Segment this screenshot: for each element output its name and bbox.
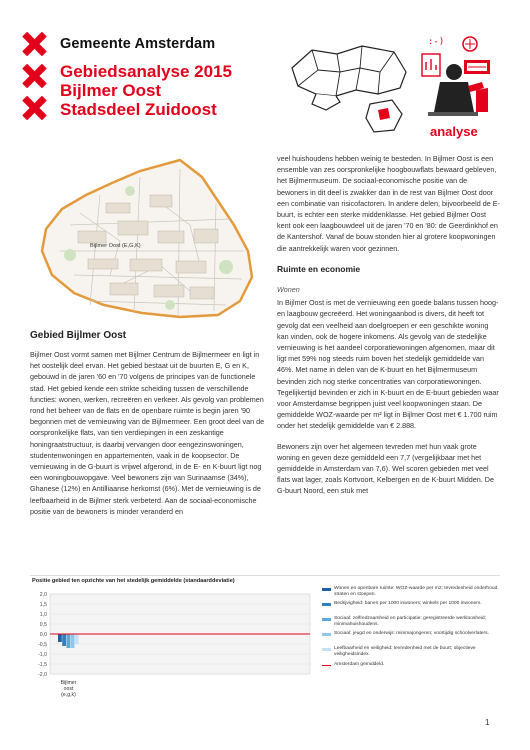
- subsection-heading: Wonen: [277, 285, 300, 295]
- page-number: 1: [485, 718, 490, 727]
- title-line: Stadsdeel Zuidoost: [60, 100, 217, 119]
- area-map-label: Bijlmer Oost (E,G,K): [90, 243, 141, 249]
- category-label: (e,g,k): [61, 692, 76, 698]
- left-column-text: [30, 349, 265, 526]
- title-line: Gebiedsanalyse 2015: [60, 62, 233, 81]
- area-map: [30, 155, 260, 320]
- svg-text::-): :-): [428, 37, 445, 47]
- legend-item: [322, 662, 500, 673]
- chart-title: Positie gebied ten opzichte van het stedelijk gemiddelde (standaarddeviatie): [32, 578, 235, 584]
- city-overview-map: [282, 38, 412, 138]
- body-paragraph: Bewoners zijn over het algemeen tevreden met hun vaak grote woning en geven deze gemiddeld een 7,7 (vergelijkbaar met het gemiddelde in Amsterdam van 7,6). Wel scoren gebieden met veel flats wat lager, zoals Kortvoort, Kelbergen en de K-buurt Midden. De G-buurt Noord, een stuk met: [277, 441, 494, 496]
- organization-name: Gemeente Amsterdam: [60, 36, 216, 52]
- legend-swatch: [322, 633, 331, 636]
- body-paragraph: Bijlmer Oost vormt samen met Bijlmer Centrum de Bijlmermeer en ligt in het oostelijk deel ervan. Het gebied bestaat uit de buurten E, G en K, gebouwd in de jaren '60 en '70 volgens de principes van de functionele stad. Het gebied kende een strikte scheiding tussen de verschillende functies: wonen, werken, recreëren en verkeer. Als gevolg van problemen rond het beheer van de flats en de openbare ruimte is begin jaren '90 begonnen met de vernieuwing van de Bijlmermeer. Een groot deel van de oorspronkelijke flats, van tien verdiepingen in een zeskantige honingraatstructuur, is daarbij vervangen door eengezinswoningen, studentenwoningen en appartementen, vaak in de koopsector. De vernieuwing in de G-buurt is vrijwel afgerond, in de E- en K-buurt ligt nog een woningbouwopgave. Veel bewoners zijn van Surinaamse (34%), Ghanese (12%) en Antilliaanse herkomst (6%). Met de vernieuwing is de leefbaarheid in de Bijlmer sterk verbeterd. Aan de sociaal-economische positie van de bewoners is minder veranderd en: [30, 350, 265, 516]
- legend-label: Wonen en openbare ruimte: WOZ-waarde per m2; tevredenheid onderhoud straten en stoepen.: [334, 586, 498, 597]
- x-cross-icon: [22, 64, 46, 88]
- legend-item: [322, 586, 500, 597]
- document-title: [60, 62, 232, 119]
- legend-swatch: [322, 618, 331, 621]
- x-cross-icon: [22, 32, 46, 56]
- bar: [75, 634, 79, 644]
- body-paragraph: veel huishoudens hebben weinig te besteden. In Bijlmer Oost is een ensemble van zes oorspronkelijke hoogbouwflats bewaard gebleven, het Bijlmermuseum. De sociaal-economische positie van de bewoners in dit deel is zwakker dan in de rest van Bijlmer Oost door een combinatie van risicofactoren. In andere delen, bijvoorbeeld de E-buurt, is echter een sterke middenklasse. Het gebied Bijlmer Oost kent ook een laagbouwdeel uit de jaren '70 en '80: de Geerdinkhof en de Kantershof. Vanaf de bouw stonden hier al grotere koopwoningen die aantrekkelijk waren voor gezinnen.: [277, 154, 500, 253]
- y-tick-label: 1,5: [39, 601, 47, 608]
- y-tick-label: -1,0: [38, 651, 47, 658]
- legend-swatch: [322, 665, 331, 666]
- section-heading: Gebied Bijlmer Oost: [30, 330, 127, 341]
- right-column-text: [277, 153, 500, 506]
- y-tick-label: -0,5: [38, 641, 47, 648]
- y-tick-label: 0,0: [39, 631, 47, 638]
- legend-item: [322, 601, 500, 612]
- y-tick-label: 2,0: [39, 591, 47, 598]
- section-heading: Ruimte en economie: [277, 263, 361, 274]
- x-cross-icon: [22, 96, 46, 120]
- legend-swatch: [322, 588, 331, 591]
- bar: [71, 634, 75, 648]
- bar: [66, 634, 70, 648]
- bar: [58, 634, 62, 642]
- category-label: oost: [63, 686, 74, 692]
- y-tick-label: 1,0: [39, 611, 47, 618]
- category-label: Bijlmer: [60, 680, 77, 686]
- legend-label: Sociaal: zelfredzaamheid en participatie: geregistreerde werkloosheid; minimahuishoudens.: [334, 616, 486, 627]
- legend-swatch: [322, 648, 331, 651]
- y-tick-label: -2,0: [38, 671, 47, 678]
- legend-label: Bedrijvigheid: banen per 1000 inwoners; winkels per 1000 inwoners.: [334, 601, 482, 607]
- legend-label: Amsterdam gemiddeld.: [334, 661, 385, 667]
- chart-legend: [322, 586, 500, 677]
- legend-item: [322, 631, 500, 642]
- legend-label: Leefbaarheid en veiligheid: tevredenheid met de buurt; objectieve veiligheidsindex.: [334, 646, 476, 657]
- legend-item: [322, 646, 500, 657]
- legend-label: Sociaal: jeugd en onderwijs: minimajongeren; voortijdig schoolverlaters.: [334, 631, 489, 637]
- y-tick-label: 0,5: [39, 621, 47, 628]
- analyse-logo-text: analyse: [430, 124, 478, 139]
- title-line: Bijlmer Oost: [60, 81, 162, 100]
- city-logo-crosses: [22, 32, 52, 128]
- legend-item: [322, 616, 500, 627]
- body-paragraph: In Bijlmer Oost is met de vernieuwing een goede balans tussen hoog- en laagbouw gecreëerd. Het woningaanbod is divers, dit heeft tot gevolg dat een veelheid aan doelgroepen er een geschikte woning kan vinden, ook de hogere inkomens. Als gevolg van de stedelijke vernieuwing is het aandeel corporatiewoningen afgenomen, maar dit ligt met 59% nog steeds ruim boven het stedelijk gemiddelde van 46%. Met name in delen van de K-buurt en het Bijlmermuseum bevinden zich nog sterke concentraties van corporatiewoningen. Tegelijkertijd bevinden er zich in K-buurt en de E-buurt gebieden waar voor Amsterdamse begrippen juist veel koopwoningen staan. De gemiddelde WOZ-waarde per m² ligt in Bijlmer Oost met € 1.700 ruim onder het stedelijk gemiddelde van € 2.888.: [277, 298, 499, 431]
- y-tick-label: -1,5: [38, 661, 47, 668]
- position-chart: [30, 575, 500, 715]
- bar: [62, 634, 66, 646]
- chart-plot: [30, 586, 315, 716]
- legend-swatch: [322, 603, 331, 606]
